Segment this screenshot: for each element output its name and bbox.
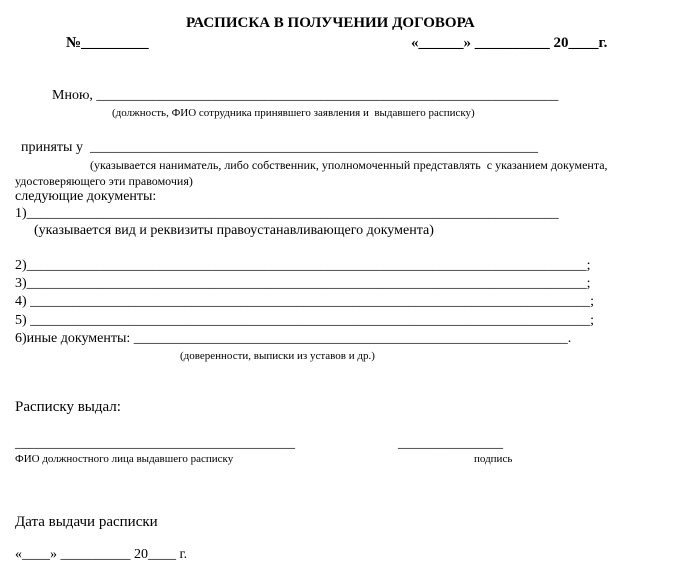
signature-hint: подпись: [474, 453, 513, 465]
receipt-date-field: «______» __________ 20____г.: [411, 35, 608, 51]
accepted-from-line: приняты у ________________________________________________________________: [21, 140, 538, 155]
documents-heading: следующие документы:: [15, 189, 157, 204]
receiver-hint: (должность, ФИО сотрудника принявшего заявления и выдавшего расписку): [112, 107, 475, 119]
document-item-2: 2)________________________________________________________________________________;: [15, 258, 591, 273]
document-item-6-hint: (доверенности, выписки из уставов и др.): [180, 350, 375, 362]
document-item-6: 6)иные документы: ______________________________________________________________.: [15, 331, 572, 346]
issuer-name-field: ________________________________________: [15, 436, 295, 451]
issued-by-heading: Расписку выдал:: [15, 399, 121, 415]
document-title: РАСПИСКА В ПОЛУЧЕНИИ ДОГОВОРА: [186, 15, 475, 31]
document-item-1-hint: (указывается вид и реквизиты правоустанавливающего документа): [34, 223, 434, 238]
document-item-1: 1)____________________________________________________________________________: [15, 206, 559, 221]
issue-date-field: «____» __________ 20____ г.: [15, 547, 188, 562]
document-item-3: 3)________________________________________________________________________________;: [15, 276, 591, 291]
signature-field: _______________: [398, 436, 503, 451]
document-item-5: 5) ________________________________________________________________________________;: [15, 313, 595, 328]
issue-date-heading: Дата выдачи расписки: [15, 514, 158, 530]
accepted-from-hint: (указывается наниматель, либо собственник, уполномоченный представлять с указанием документа,: [90, 158, 608, 172]
issuer-name-hint: ФИО должностного лица выдавшего расписку: [15, 453, 234, 465]
document-item-4: 4) ________________________________________________________________________________;: [15, 294, 595, 309]
receiver-line: Мною, __________________________________________________________________: [52, 88, 559, 103]
receipt-number-field: №_________: [66, 35, 149, 51]
accepted-from-hint-cont: удостоверяющего эти правомочия): [15, 174, 193, 188]
